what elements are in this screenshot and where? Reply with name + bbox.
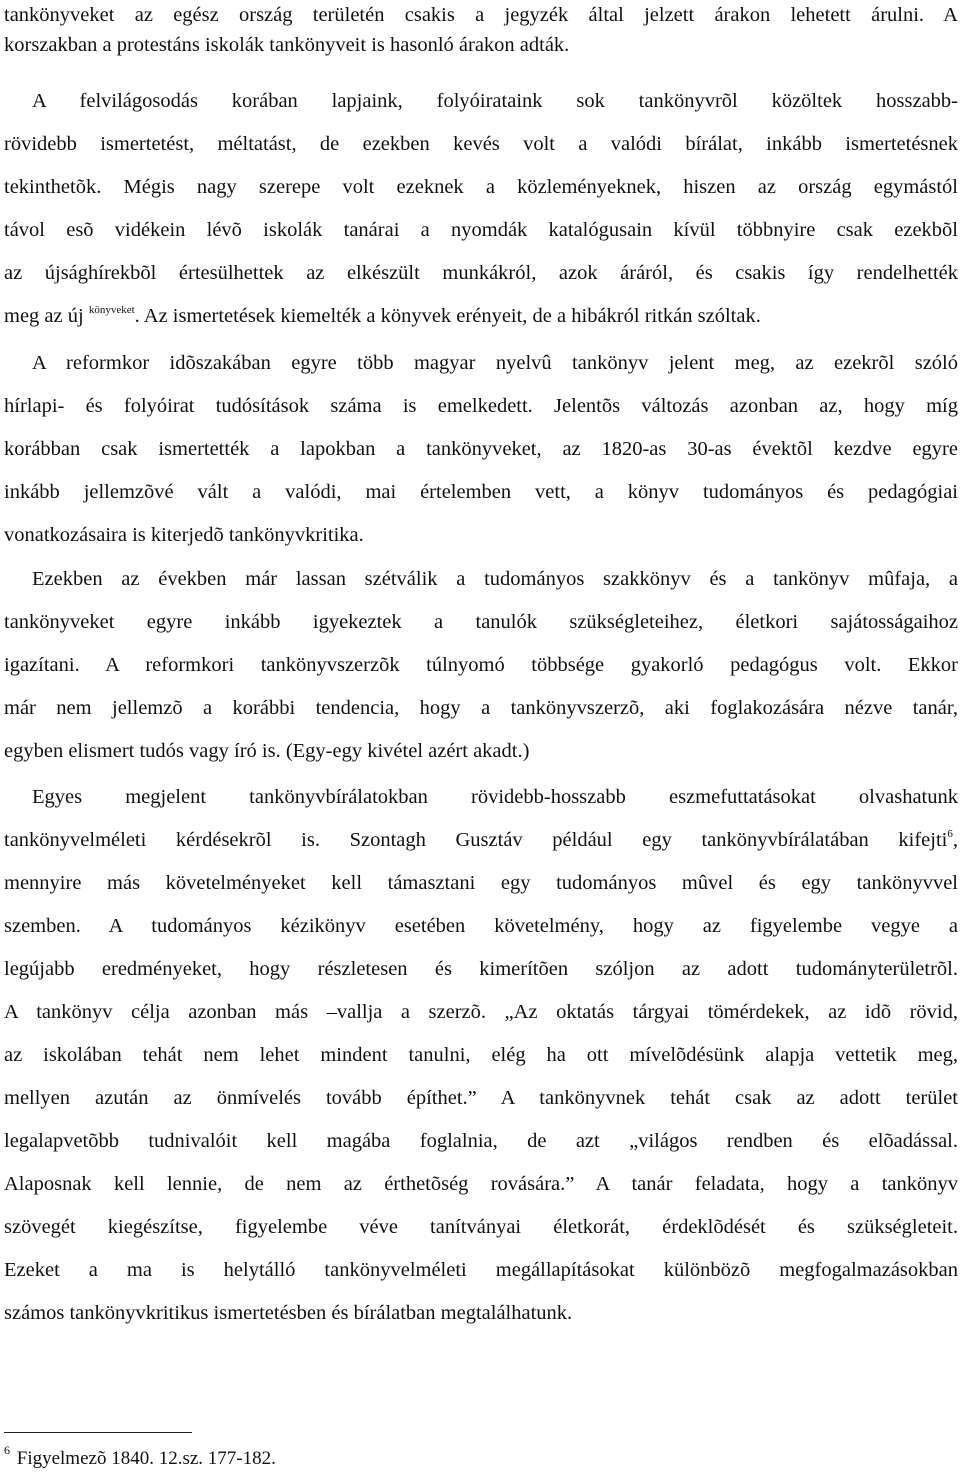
text-line: korszakban a protestáns iskolák tankönyveit is hasonló árakon adták. — [4, 34, 570, 56]
footnote-mark: 6 — [4, 1443, 10, 1457]
text-line — [4, 825, 958, 855]
superscript-text: könyveket — [88, 304, 135, 316]
text-line: Alaposnak kell lennie, de nem az érthetõség rovására.” A tanár feladata, hogy a tankönyv — [4, 1173, 958, 1195]
text-line: A tankönyv célja azonban más –vallja a szerzõ. „Az oktatás tárgyai tömérdekek, az idõ rövid, — [4, 1001, 958, 1023]
text-line: rövidebb ismertetést, méltatást, de ezekben kevés volt a valódi bírálat, inkább ismertetésnek — [4, 133, 958, 155]
footnote — [4, 1443, 276, 1474]
text-line: tankönyveket az egész ország területén csakis a jegyzék által jelzett árakon lehetett árulni. A — [4, 4, 958, 26]
text-line: tankönyveket egyre inkább igyekeztek a tanulók szükségleteihez, életkori sajátosságaihoz — [4, 611, 958, 633]
text-line: Ezekben az években már lassan szétválik a tudományos szakkönyv és a tankönyv mûfaja, a — [32, 568, 958, 590]
text-line: már nem jellemzõ a korábbi tendencia, hogy a tankönyvszerzõ, aki foglakozására nézve tanár, — [4, 697, 958, 719]
text-line: távol esõ vidékein lévõ iskolák tanárai a nyomdák katalógusain kívül többnyire csak ezekbõl — [4, 219, 958, 241]
text-line: igazítani. A reformkori tankönyvszerzõk túlnyomó többsége gyakorló pedagógus volt. Ekkor — [4, 654, 958, 676]
text-line: szemben. A tudományos kézikönyv esetében követelmény, hogy az figyelembe vegye a — [4, 915, 958, 937]
text-line: korábban csak ismertették a lapokban a tankönyveket, az 1820-as 30-as évektõl kezdve egyre — [4, 438, 958, 460]
text-segment: . Az ismertetések kiemelték a könyvek erényeit, de a hibákról ritkán szóltak. — [134, 305, 761, 327]
text-line: az iskolában tehát nem lehet mindent tanulni, elég ha ott mívelõdésünk alapja vettetik meg, — [4, 1044, 958, 1066]
footnote-reference[interactable]: 6 — [947, 828, 953, 840]
text-line: szövegét kiegészítse, figyelembe véve tanítványai életkorát, érdeklõdését és szükségleteit. — [4, 1216, 958, 1238]
text-line: számos tankönyvkritikus ismertetésben és bírálatban megtalálhatunk. — [4, 1302, 573, 1324]
text-line: legújabb eredményeket, hogy részletesen és kimerítõen szóljon az adott tudományterületrõl. — [4, 958, 958, 980]
text-segment: meg az új — [4, 305, 89, 327]
text-line — [4, 301, 958, 331]
text-segment: , — [952, 829, 958, 851]
text-line: mennyire más követelményeket kell támasztani egy tudományos mûvel és egy tankönyvvel — [4, 872, 958, 894]
text-line: tekinthetõk. Mégis nagy szerepe volt ezeknek a közleményeknek, hiszen az ország egymástól — [4, 176, 958, 198]
text-line: az újsághírekbõl értesülhettek az elkészült munkákról, azok áráról, és csakis így rendelhették — [4, 262, 958, 284]
text-line: mellyen azután az önmívelés tovább építhet.” A tankönyvnek tehát csak az adott terület — [4, 1087, 958, 1109]
text-line: A reformkor idõszakában egyre több magyar nyelvû tankönyv jelent meg, az ezekrõl szóló — [32, 352, 958, 374]
text-line: vonatkozásaira is kiterjedõ tankönyvkritika. — [4, 524, 364, 546]
footnote-text: Figyelmezõ 1840. 12.sz. 177-182. — [16, 1448, 276, 1469]
text-line: egyben elismert tudós vagy író is. (Egy-egy kivétel azért akadt.) — [4, 740, 530, 762]
text-segment: tankönyvelméleti kérdésekrõl is. Szontagh Gusztáv például egy tankönyvbírálatában kifejti — [4, 829, 948, 851]
text-line: Ezeket a ma is helytálló tankönyvelméleti megállapításokat különbözõ megfogalmazásokban — [4, 1259, 958, 1281]
text-line: legalapvetõbb tudnivalóit kell magába foglalnia, de azt „világos rendben és elõadással. — [4, 1130, 958, 1152]
text-line: hírlapi- és folyóirat tudósítások száma is emelkedett. Jelentõs változás azonban az, hogy míg — [4, 395, 958, 417]
text-line: Egyes megjelent tankönyvbírálatokban rövidebb-hosszabb eszmefuttatásokat olvashatunk — [32, 786, 958, 808]
text-line: A felvilágosodás korában lapjaink, folyóirataink sok tankönyvrõl közöltek hosszabb- — [32, 90, 958, 112]
text-line: inkább jellemzõvé vált a valódi, mai értelemben vett, a könyv tudományos és pedagógiai — [4, 481, 958, 503]
footnote-separator — [4, 1432, 192, 1433]
